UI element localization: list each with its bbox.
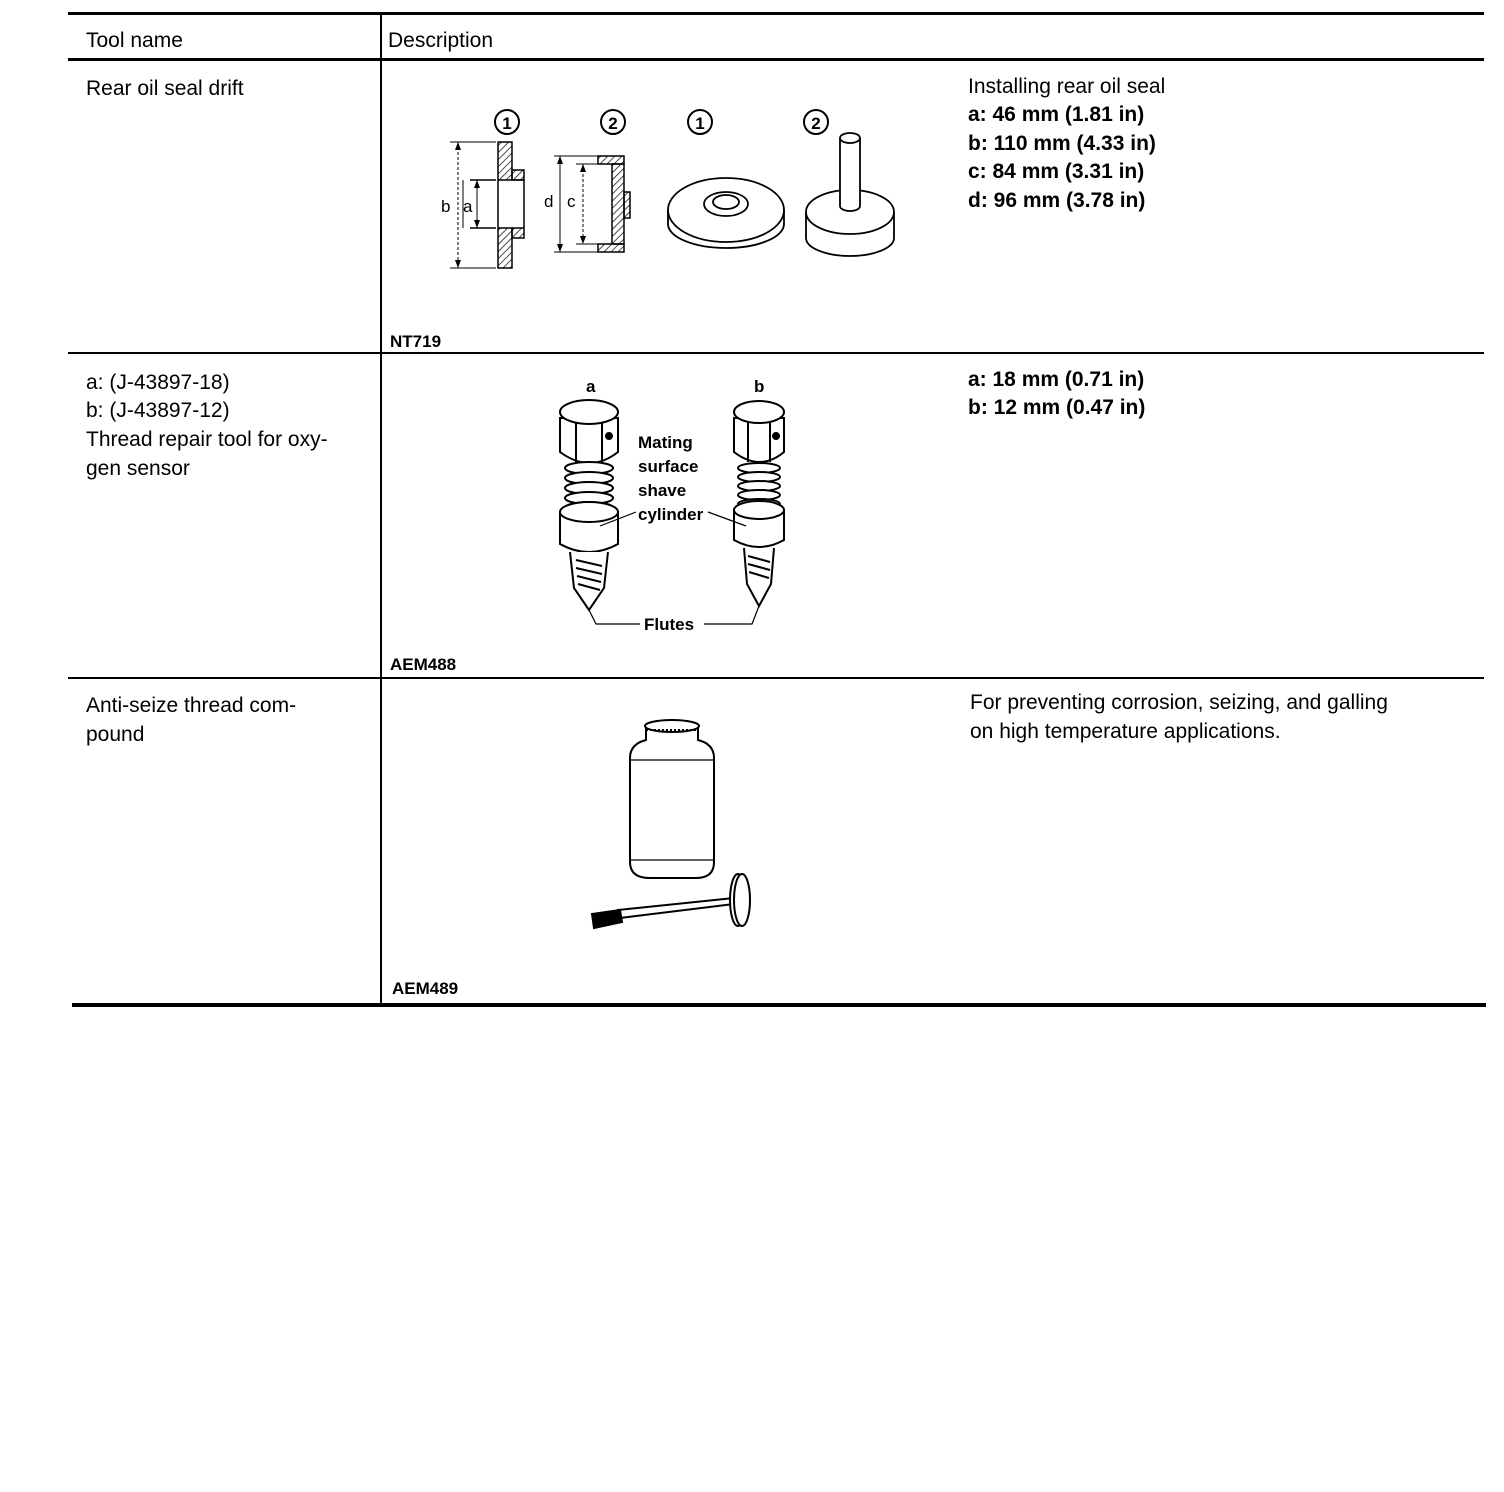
column-divider (380, 14, 382, 1006)
callout-text: cylinder (638, 505, 704, 524)
callout-text: surface (638, 457, 699, 476)
part-number-marker (688, 110, 712, 134)
table-bottom-rule (72, 1003, 1486, 1007)
tool-name: a: (J-43897-18) (86, 371, 230, 394)
dim-label-c: c (567, 192, 576, 211)
description-line: on high temperature applications. (970, 720, 1281, 743)
dim-label-d: d (544, 192, 554, 211)
header-description: Description (388, 29, 494, 52)
callout-text: Mating (638, 433, 693, 452)
tool-name: b: (J-43897-12) (86, 399, 230, 422)
dim-label-a: a (463, 197, 473, 216)
header-bottom-rule (68, 58, 1484, 61)
row2-bottom-rule (68, 677, 1484, 679)
svg-text:2: 2 (608, 114, 618, 133)
table-top-rule (68, 12, 1484, 15)
compound-bottle (630, 720, 714, 878)
callout-text: shave (638, 481, 687, 500)
flutes-label: Flutes (644, 615, 695, 634)
svg-text:2: 2 (811, 114, 821, 133)
anti-seize-compound-illustration (590, 712, 770, 942)
tool-a-label: a (586, 377, 596, 396)
tool-b-label: b (754, 377, 765, 396)
row1-bottom-rule (68, 352, 1484, 354)
part-number-marker (495, 110, 519, 134)
figure-code: AEM489 (392, 979, 459, 998)
tool-name: Thread repair tool for oxy- (86, 428, 328, 451)
thread-repair-tool-illustration (540, 370, 820, 640)
drift-part-2-section (554, 156, 630, 252)
description-line: For preventing corrosion, seizing, and galling (970, 691, 1388, 714)
drift-part-2-3d (806, 133, 894, 256)
spec-line: d: 96 mm (3.78 in) (968, 189, 1146, 212)
part-number-marker (804, 110, 828, 134)
tool-name: gen sensor (86, 457, 190, 480)
drift-part-1-3d (668, 178, 784, 248)
tool-a (560, 400, 618, 610)
tool-b (734, 401, 784, 606)
dim-label-b: b (441, 197, 451, 216)
tool-name: pound (86, 723, 145, 746)
figure-code: AEM488 (390, 655, 457, 674)
header-tool-name: Tool name (86, 29, 183, 52)
applicator-brush (592, 874, 750, 928)
tool-name: Anti-seize thread com- (86, 694, 297, 717)
spec-line: b: 110 mm (4.33 in) (968, 132, 1156, 155)
spec-line: c: 84 mm (3.31 in) (968, 160, 1145, 183)
tool-name: Rear oil seal drift (86, 77, 244, 100)
rear-oil-seal-drift-illustration (430, 100, 910, 280)
part-number-marker (601, 110, 625, 134)
spec-line: b: 12 mm (0.47 in) (968, 396, 1146, 419)
svg-text:1: 1 (695, 114, 705, 133)
figure-code: NT719 (390, 332, 442, 351)
spec-line: a: 18 mm (0.71 in) (968, 368, 1145, 391)
description-title: Installing rear oil seal (968, 75, 1166, 98)
svg-text:1: 1 (502, 114, 512, 133)
drift-part-1-section (450, 142, 524, 268)
spec-line: a: 46 mm (1.81 in) (968, 103, 1145, 126)
